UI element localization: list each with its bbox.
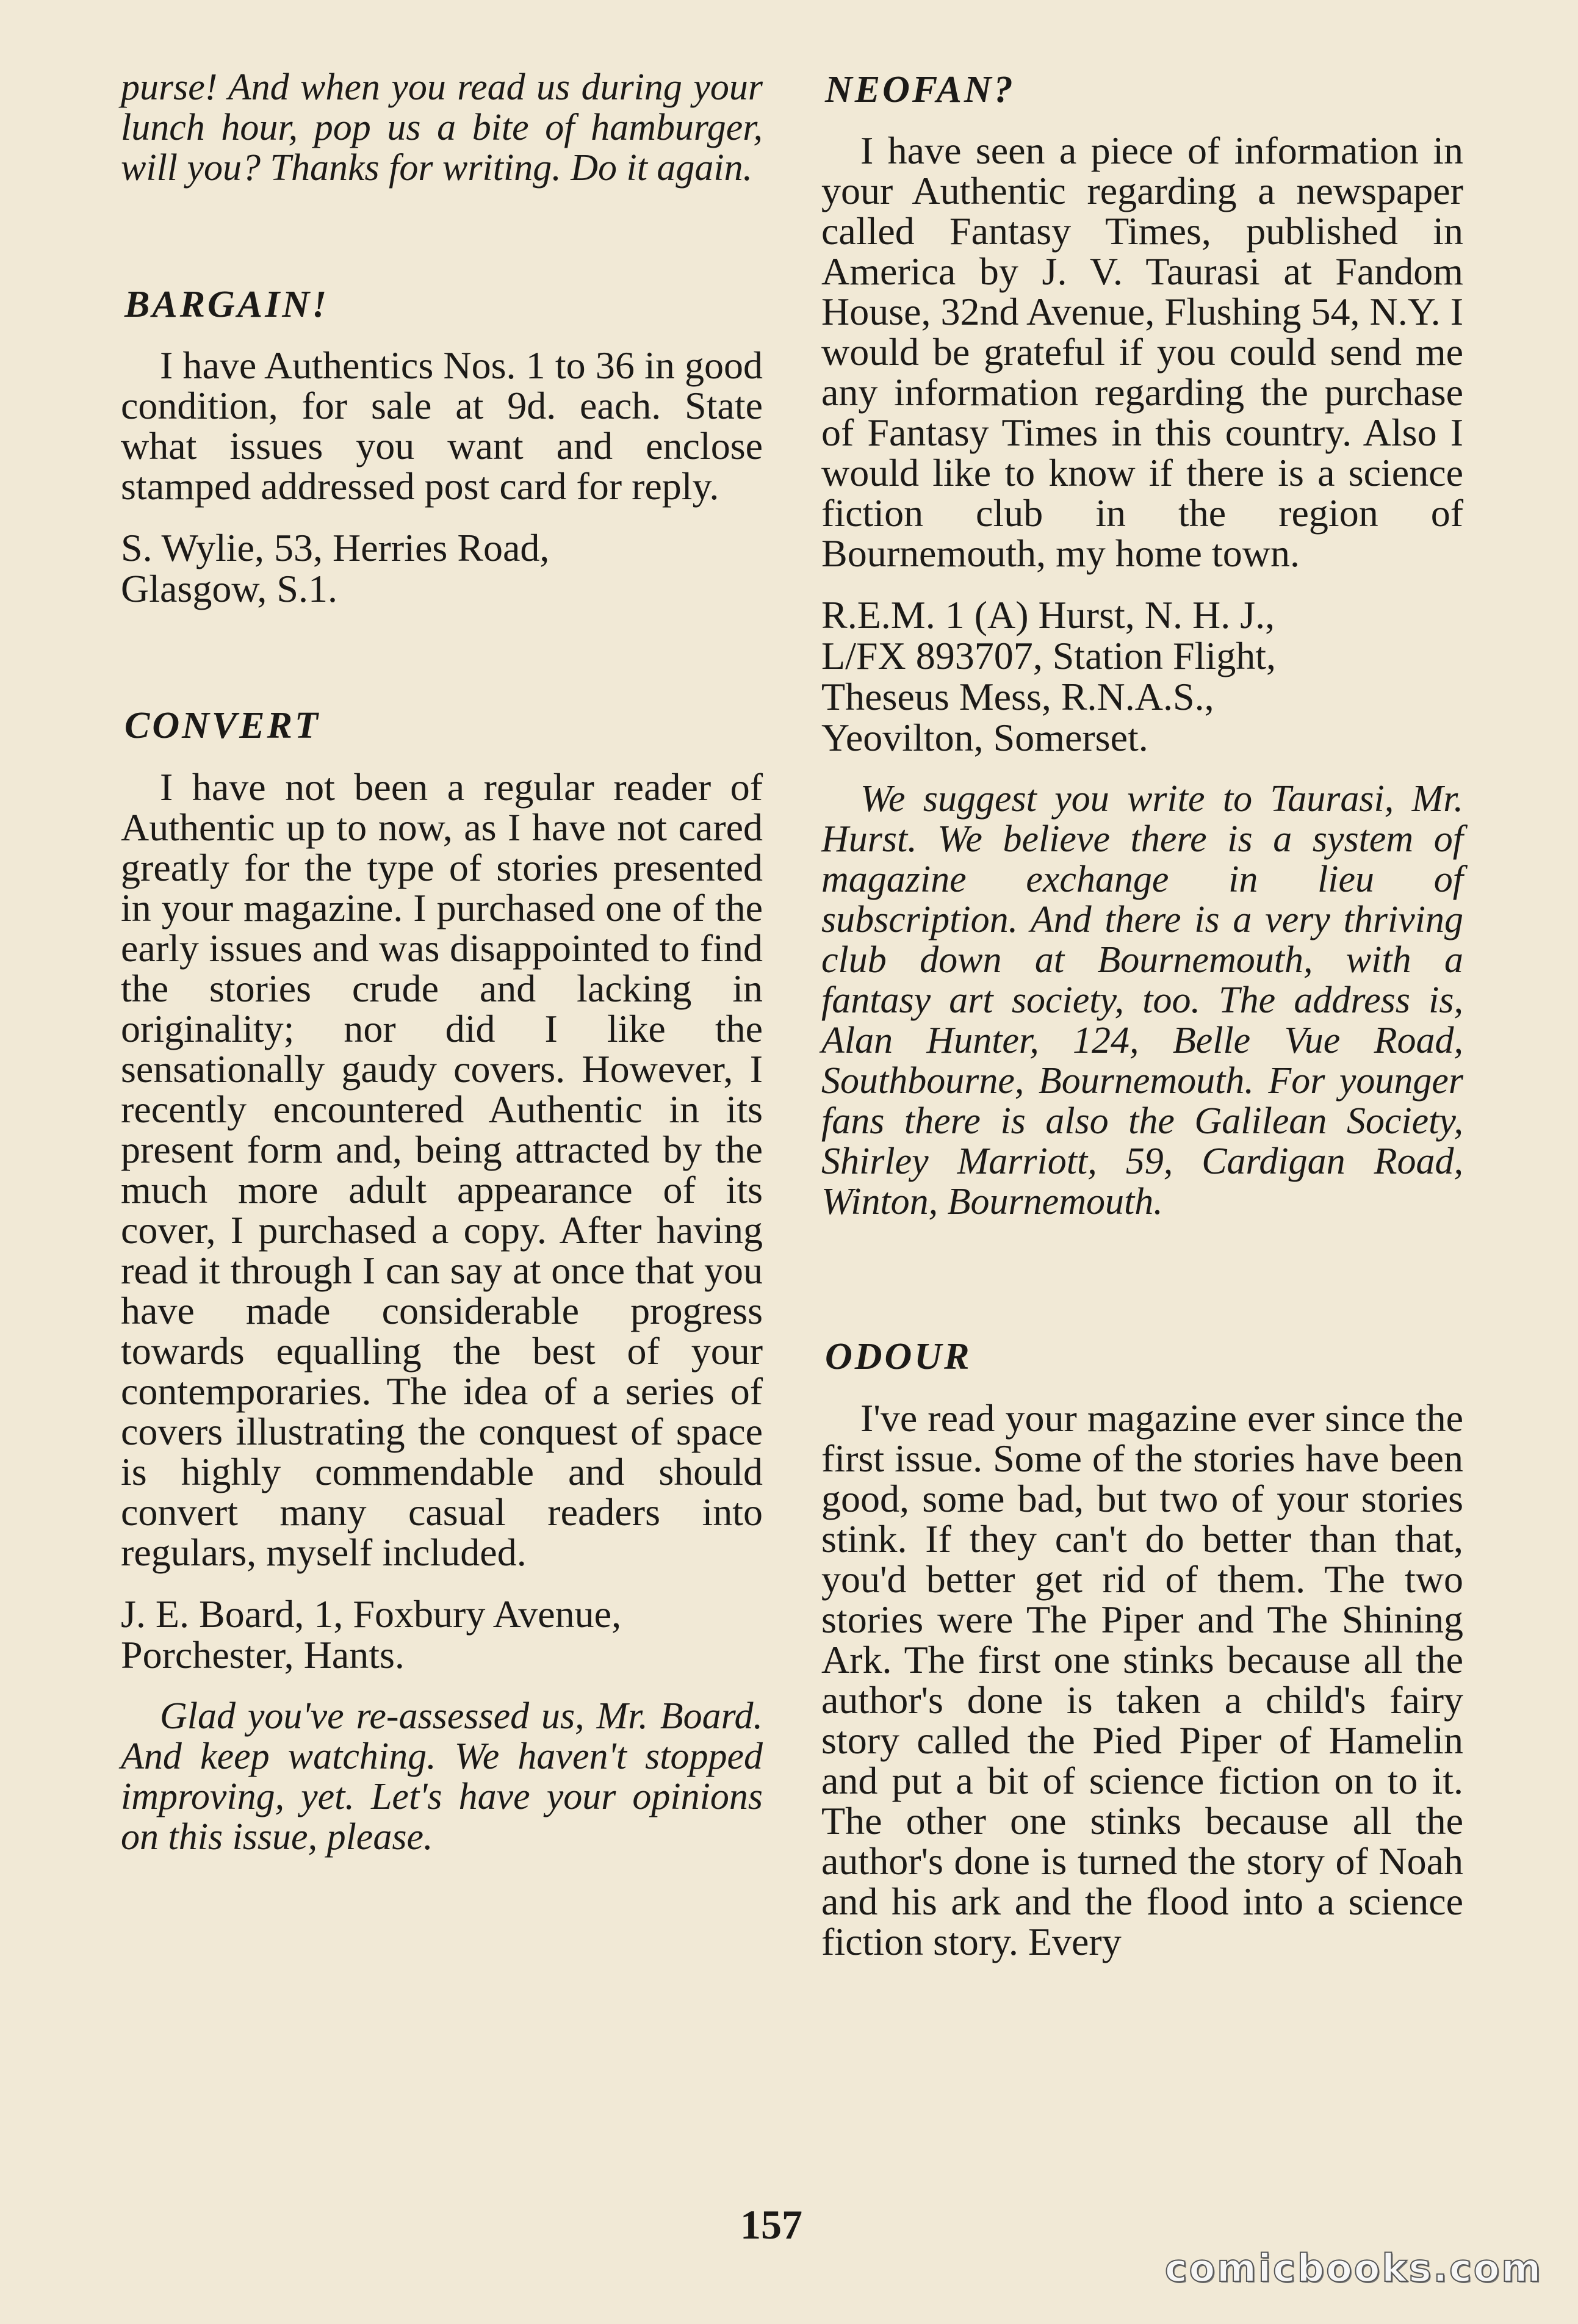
letter-body-convert: I have not been a regular reader of Authentic up to now, as I have not cared greatly for the type of stories presented in your magazine. I purchased one of the early issues and was disappointed to find the stories crude and lacking in originality; nor did I like the sensationally gaudy covers. However, I recently encountered Authentic in its present form and, being attracted by the much more adult appearance of its cover, I purchased a copy. After having read it through I can say at once that you have made considerable progress towards equalling the best of your contemporaries. The idea of a series of covers illustrating the conquest of space is highly commendable and should convert many casual readers into regulars, myself included. bbox=[121, 765, 763, 1574]
letter-heading-neofan: NEOFAN? bbox=[825, 69, 1015, 110]
letter-body-bargain: I have Authentics Nos. 1 to 36 in good condition, for sale at 9d. each. State what issues you want and enclose stamped addressed post card for reply. bbox=[121, 344, 763, 508]
letter-signature-bargain bbox=[121, 527, 763, 609]
letter-body-neofan: I have seen a piece of information in your Authentic regarding a newspaper called Fantasy Times, published in America by J. V. Taurasi at Fandom House, 32nd Avenue, Flushing 54, N.Y. I would be grateful if you could send me any information regarding the purchase of Fantasy Times in this country. Also I would like to know if there is a science fiction club in the region of Bournemouth, my home town. bbox=[821, 129, 1463, 576]
editor-reply-continued: purse! And when you read us during your lunch hour, pop us a bite of hamburger, will you? Thanks for writing. Do it again. bbox=[121, 67, 763, 189]
address-line: J. E. Board, 1, Foxbury Avenue, bbox=[121, 1592, 622, 1636]
address-line: S. Wylie, 53, Herries Road, bbox=[121, 526, 550, 570]
letter-signature-neofan bbox=[821, 594, 1463, 758]
left-column bbox=[121, 67, 763, 1878]
address-line: Porchester, Hants. bbox=[121, 1633, 405, 1676]
letter-heading-bargain: BARGAIN! bbox=[124, 284, 330, 325]
watermark-logo: comicbooks.com bbox=[1164, 2246, 1543, 2290]
address-line: L/FX 893707, Station Flight, bbox=[821, 634, 1276, 678]
address-line: Glasgow, S.1. bbox=[121, 567, 337, 611]
letter-heading-odour: ODOUR bbox=[825, 1336, 972, 1378]
letter-body-odour: I've read your magazine ever since the first issue. Some of the stories have been good, some bad, but two of your stories stink. If they can't do better than that, you'd better get rid of them. The two stories were The Piper and The Shining Ark. The first one stinks because all the author's done is taken a child's fairy story called the Pied Piper of Hamelin and put a bit of science fiction on to it. The other one stinks because all the author's done is turned the story of Noah and his ark and the flood into a science fiction story. Every bbox=[821, 1396, 1463, 1963]
page-number: 157 bbox=[740, 2201, 802, 2248]
letter-heading-convert: CONVERT bbox=[124, 705, 320, 747]
editor-reply-neofan: We suggest you write to Taurasi, Mr. Hurst. We believe there is a system of magazine exchange in lieu of subscription. And there is a very thriving club down at Bournemouth, with a fantasy art society, too. The address is, Alan Hunter, 124, Belle Vue Road, Southbourne, Bournemouth. For younger fans there is also the Galilean Society, Shirley Marriott, 59, Cardigan Road, Winton, Bournemouth. bbox=[821, 778, 1463, 1223]
letter-signature-convert bbox=[121, 1593, 763, 1675]
address-line: Theseus Mess, R.N.A.S., bbox=[821, 675, 1214, 719]
right-column bbox=[821, 67, 1463, 1983]
editor-reply-convert: Glad you've re-assessed us, Mr. Board. And keep watching. We haven't stopped improving, yet. Let's have your opinions on this issue, please. bbox=[121, 1695, 763, 1858]
address-line: Yeovilton, Somerset. bbox=[821, 716, 1148, 760]
address-line: R.E.M. 1 (A) Hurst, N. H. J., bbox=[821, 593, 1275, 637]
